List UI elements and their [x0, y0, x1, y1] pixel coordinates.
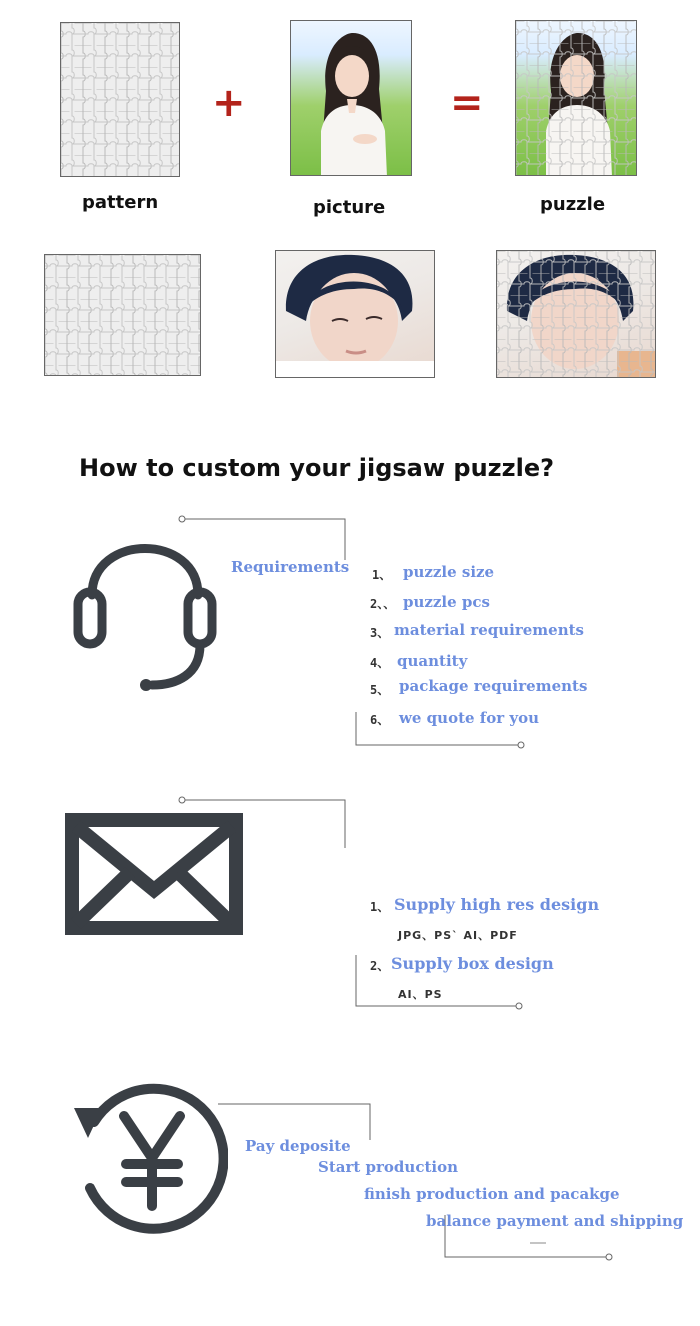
- payment-step-1: Pay deposite: [245, 1137, 351, 1155]
- equals-sign: =: [450, 80, 484, 126]
- payment-step-4: balance payment and shipping: [426, 1212, 684, 1230]
- pattern-label: pattern: [82, 192, 159, 213]
- page-heading: How to custom your jigsaw puzzle?: [79, 454, 555, 482]
- requirements-title: Requirements: [231, 558, 350, 576]
- design-item-1: Supply high res design: [394, 895, 600, 914]
- req-item-4: quantity: [397, 652, 468, 670]
- req-num-5: 5、: [370, 683, 390, 697]
- plus-sign: +: [212, 80, 246, 126]
- yen-refund-icon: [68, 1078, 228, 1238]
- req-num-3: 3、: [370, 626, 390, 640]
- req-num-4: 4、: [370, 656, 390, 670]
- req-item-5: package requirements: [399, 677, 588, 695]
- design-num-2: 2、: [370, 959, 390, 973]
- req-num-6: 6、: [370, 713, 390, 727]
- picture-label: picture: [313, 197, 386, 218]
- design-item-2: Supply box design: [391, 954, 554, 973]
- headset-icon: [70, 535, 220, 695]
- puzzle-label: puzzle: [540, 194, 606, 215]
- req-item-1: puzzle size: [403, 563, 495, 581]
- req-num-1: 1、: [372, 568, 392, 582]
- design-formats-2: AI、PS: [398, 988, 443, 1001]
- design-num-1: 1、: [370, 900, 390, 914]
- envelope-icon: [64, 812, 244, 936]
- req-item-6: we quote for you: [399, 709, 539, 727]
- req-item-3: material requirements: [394, 621, 584, 639]
- design-formats-1: JPG、PS` AI、PDF: [398, 929, 518, 942]
- payment-step-2: Start production: [318, 1158, 458, 1176]
- payment-step-3: finish production and pacakge: [364, 1185, 620, 1203]
- req-item-2: puzzle pcs: [403, 593, 490, 611]
- req-num-2: 2、、: [370, 597, 396, 611]
